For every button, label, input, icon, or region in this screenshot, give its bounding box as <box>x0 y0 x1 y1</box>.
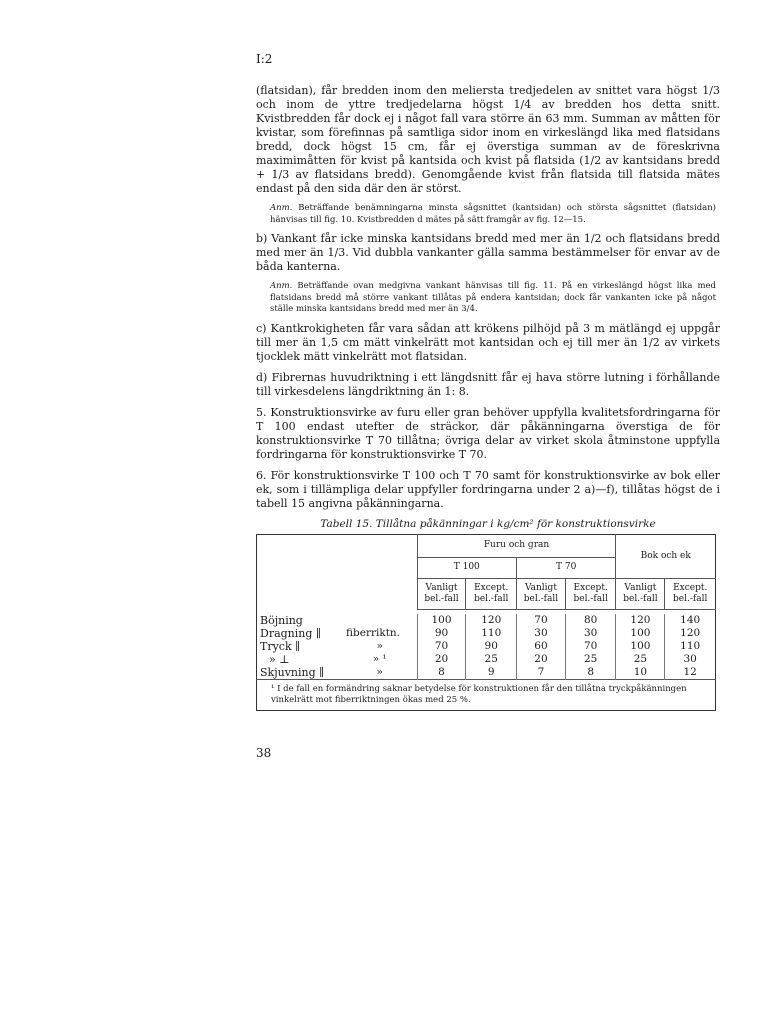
cell: 9 <box>466 666 517 680</box>
note-2 <box>256 281 720 316</box>
cell: 100 <box>417 614 466 627</box>
paragraph-d: d) Fibrernas huvudriktning i ett längdsnitt får ej hava större lutning i förhållande till virkesdelens längdriktning än 1: 8. <box>256 370 720 398</box>
col-vanligt: Vanligt bel.-fall <box>417 578 466 609</box>
col-except: Except. bel.-fall <box>665 578 716 609</box>
cell: 70 <box>516 614 565 627</box>
row-label: Dragning ∥ <box>260 626 321 640</box>
stress-table <box>256 534 716 711</box>
cell: 20 <box>516 653 565 666</box>
note-text: Beträffande benämningarna minsta sågsnittet (kantsidan) och största sågsnittet (flatsidan) hänvisas till fig. 10. Kvistbredden d mätes på sätt framgår av fig. 12—15. <box>270 203 716 225</box>
note-label: Anm. <box>270 203 293 213</box>
row-label: Skjuvning ∥ <box>260 665 325 679</box>
cell: 30 <box>565 627 616 640</box>
row-label: Tryck ∥ <box>260 639 301 653</box>
cell: 90 <box>466 640 517 653</box>
cell: 100 <box>616 640 665 653</box>
row-sub: fiberriktn. <box>346 626 401 639</box>
table-footnote: ¹ I de fall en formändring saknar betydelse för konstruktionen får den tillåtna tryckpåkänningen vinkelrätt mot fiberriktningen ökas med 25 %. <box>257 679 716 710</box>
note-text: Beträffande ovan medgivna vankant hänvisas till fig. 11. På en virkeslängd högst lika med flatsidans bredd må större vankant tillåtas på endera kantsidan; dock får vankanten icke på något ställe minska kantsidans bredd med mer än 3/4. <box>270 281 716 314</box>
cell: 110 <box>466 627 517 640</box>
cell: 80 <box>565 614 616 627</box>
paragraph-5: 5. Konstruktionsvirke av furu eller gran behöver uppfylla kvalitetsfordringarna för T 100 endast utefter de sträckor, där påkänningarna överstiga de för konstruktionsvirke T 70 tillåtna; övriga delar av virket skola åtminstone uppfylla fordringarna för konstruktionsvirke T 70. <box>256 405 720 461</box>
header-t70: T 70 <box>516 557 615 578</box>
cell: 30 <box>665 653 716 666</box>
note-1 <box>256 203 720 226</box>
cell: 90 <box>417 627 466 640</box>
cell: 20 <box>417 653 466 666</box>
row-sub: » <box>376 665 383 678</box>
col-except: Except. bel.-fall <box>565 578 616 609</box>
cell: 25 <box>565 653 616 666</box>
table-caption: Tabell 15. Tillåtna påkänningar i kg/cm² för konstruktionsvirke <box>320 517 656 530</box>
col-vanligt: Vanligt bel.-fall <box>516 578 565 609</box>
cell: 140 <box>665 614 716 627</box>
cell: 25 <box>466 653 517 666</box>
paragraph-c: c) Kantkrokigheten får vara sådan att krökens pilhöjd på 3 m mätlängd ej uppgår till mer än 1,5 cm mätt vinkelrätt mot kantsidan och ej till mer än 1/2 av virkets tjocklek mätt vinkelrätt mot flatsidan. <box>256 321 720 363</box>
table-corner <box>257 534 418 609</box>
section-header: I:2 <box>256 52 273 66</box>
row-label: Böjning <box>260 613 303 627</box>
note-label: Anm. <box>270 281 293 291</box>
col-vanligt: Vanligt bel.-fall <box>616 578 665 609</box>
table-row <box>257 627 716 640</box>
cell: 25 <box>616 653 665 666</box>
row-label: » ⊥ <box>269 652 290 666</box>
cell: 100 <box>616 627 665 640</box>
table-row <box>257 666 716 680</box>
paragraph-b: b) Vankant får icke minska kantsidans bredd med mer än 1/2 och flatsidans bredd med mer än 1/3. Vid dubbla vankanter gälla samma bestämmelser för envar av de båda kanterna. <box>256 232 720 273</box>
cell: 120 <box>665 627 716 640</box>
table-row <box>257 614 716 627</box>
header-furu-gran: Furu och gran <box>417 534 616 557</box>
row-sub: » ¹ <box>372 652 387 665</box>
row-sub: » <box>376 639 383 652</box>
cell: 30 <box>516 627 565 640</box>
cell: 10 <box>616 666 665 680</box>
cell: 70 <box>565 640 616 653</box>
cell: 8 <box>417 666 466 680</box>
cell: 7 <box>516 666 565 680</box>
header-bok-ek: Bok och ek <box>616 534 716 578</box>
cell: 110 <box>665 640 716 653</box>
document-page <box>256 52 720 711</box>
header-t100: T 100 <box>417 557 516 578</box>
cell: 120 <box>466 614 517 627</box>
cell: 70 <box>417 640 466 653</box>
paragraph-6: 6. För konstruktionsvirke T 100 och T 70 samt för konstruktionsvirke av bok eller ek, som i tillämpliga delar uppfyller fordringarna under 2 a)—f), tillåtas högst de i tabell 15 angivna påkänningarna. <box>256 468 720 510</box>
paragraph-flatsidan: (flatsidan), får bredden inom den meliersta tredjedelen av snittet vara högst 1/3 och inom de yttre tredjedelarna högst 1/4 av bredden hos detta snitt. Kvistbredden får dock ej i något fall vara större än 63 mm. Summan av måtten för kvistar, som förefinnas på samtliga sidor inom en virkeslängd lika med flatsidans bredd, dock högst 15 cm, får ej överstiga summan av de föreskrivna maximimåtten för kvist på kantsida och kvist på flatsida (1/2 av kantsidans bredd + 1/3 av flatsidans bredd). Genomgående kvist från flatsida till flatsida mätes endast på den sida där den är störst. <box>256 84 720 195</box>
cell: 120 <box>616 614 665 627</box>
cell: 8 <box>565 666 616 680</box>
col-except: Except. bel.-fall <box>466 578 517 609</box>
page-number: 38 <box>256 746 272 760</box>
table-row <box>257 640 716 653</box>
table-row <box>257 653 716 666</box>
cell: 12 <box>665 666 716 680</box>
cell: 60 <box>516 640 565 653</box>
row-sub <box>343 614 417 627</box>
